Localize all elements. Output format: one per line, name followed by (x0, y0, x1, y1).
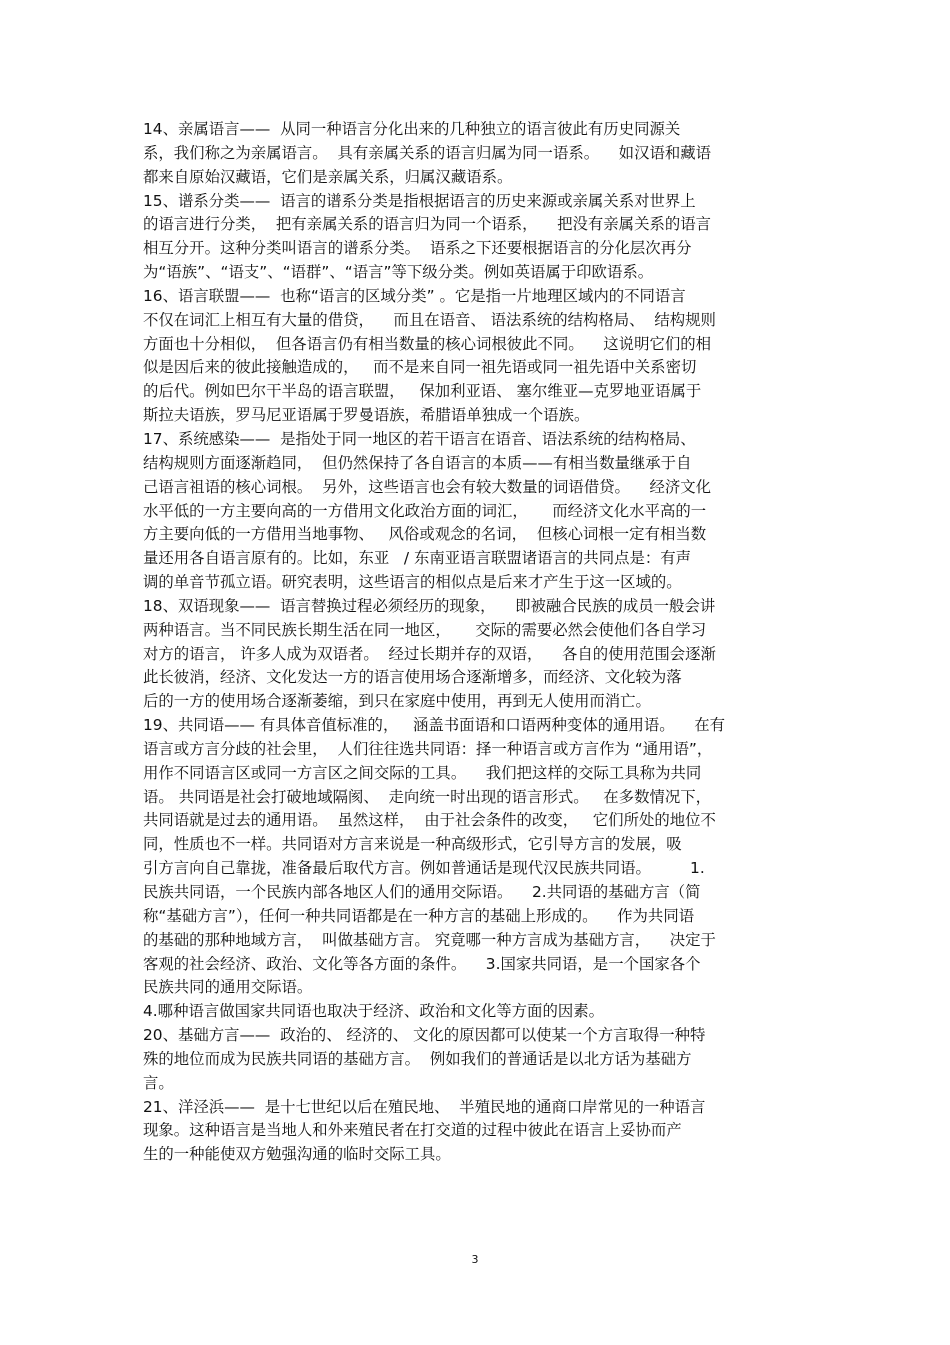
text-line: 民族共同的通用交际语。 (143, 978, 313, 997)
page-number: 3 (471, 1253, 479, 1266)
text-line: 语言或方言分歧的社会里， 人们往往选共同语：择一种语言或方言作为 “通用语”， (143, 739, 713, 758)
text-line: 15、谱系分类—— 语言的谱系分类是指根据语言的历史来源或亲属关系对世界上 (143, 191, 696, 210)
text-line: 都来自原始汉藏语，它们是亲属关系，归属汉藏语系。 (143, 167, 513, 186)
text-line: 己语言祖语的核心词根。 另外，这些语言也会有较大数量的词语借贷。 经济文化 (143, 477, 712, 496)
text-line: 4.哪种语言做国家共同语也取决于经济、政治和文化等方面的因素。 (143, 1002, 605, 1021)
text-line: 19、共同语—— 有具体音值标准的， 涵盖书面语和口语两种变体的通用语。 在有 (143, 716, 726, 735)
paragraph-15-genealogical-classification (143, 190, 815, 285)
text-line: 生的一种能使双方勉强沟通的临时交际工具。 (143, 1145, 451, 1164)
text-line: 20、基础方言—— 政治的、 经济的、 文化的原因都可以使某一个方言取得一种特 (143, 1026, 706, 1045)
text-line: 18、双语现象—— 语言替换过程必须经历的现象， 即被融合民族的成员一般会讲 (143, 596, 716, 615)
text-line: 语。 共同语是社会打破地域隔阂、 走向统一时出现的语言形式。 在多数情况下， (143, 787, 712, 806)
text-line: 共同语就是过去的通用语。 虽然这样， 由于社会条件的改变， 它们所处的地位不 (143, 811, 716, 830)
text-line: 的语言进行分类， 把有亲属关系的语言归为同一个语系， 把没有亲属关系的语言 (143, 215, 712, 234)
paragraph-19-point-4 (143, 1000, 815, 1024)
paragraph-19-common-language (143, 714, 815, 1000)
text-line: 斯拉夫语族，罗马尼亚语属于罗曼语族，希腊语单独成一个语族。 (143, 406, 590, 425)
text-line: 客观的社会经济、政治、文化等各方面的条件。 3.国家共同语，是一个国家各个 (143, 954, 701, 973)
text-line: 似是因后来的彼此接触造成的， 而不是来自同一祖先语或同一祖先语中关系密切 (143, 358, 697, 377)
text-line: 现象。这种语言是当地人和外来殖民者在打交道的过程中彼此在语言上妥协而产 (143, 1121, 682, 1140)
text-line: 21、洋泾浜—— 是十七世纪以后在殖民地、 半殖民地的通商口岸常见的一种语言 (143, 1097, 706, 1116)
text-line: 17、系统感染—— 是指处于同一地区的若干语言在语音、语法系统的结构格局、 (143, 429, 696, 448)
paragraph-17-system-contagion (143, 428, 815, 595)
text-line: 14、亲属语言—— 从同一种语言分化出来的几种独立的语言彼此有历史同源关 (143, 120, 681, 138)
text-line: 引方言向自己靠拢，准备最后取代方言。例如普通话是现代汉民族共同语。 1. (143, 859, 705, 878)
text-line: 方主要向低的一方借用当地事物、 风俗或观念的名词， 但核心词根一定有相当数 (143, 525, 707, 544)
text-line: 的后代。例如巴尔干半岛的语言联盟， 保加利亚语、 塞尔维亚—克罗地亚语属于 (143, 382, 702, 401)
text-line: 16、语言联盟—— 也称“语言的区域分类” 。它是指一片地理区域内的不同语言 (143, 286, 686, 305)
text-line: 相互分开。这种分类叫语言的谱系分类。 语系之下还要根据语言的分化层次再分 (143, 239, 692, 258)
text-line: 此长彼消，经济、文化发达一方的语言使用场合逐渐增多，而经济、文化较为落 (143, 668, 682, 687)
text-line: 系，我们称之为亲属语言。 具有亲属关系的语言归属为同一语系。 如汉语和藏语 (143, 143, 712, 162)
text-line: 言。 (143, 1073, 174, 1092)
text-line: 水平低的一方主要向高的一方借用文化政治方面的词汇， 而经济文化水平高的一 (143, 501, 707, 520)
paragraph-18-bilingualism (143, 595, 815, 714)
text-line: 民族共同语，一个民族内部各地区人们的通用交际语。 2.共同语的基础方言（简 (143, 883, 701, 901)
text-line: 调的单音节孤立语。研究表明，这些语言的相似点是后来才产生于这一区域的。 (143, 573, 682, 592)
text-line: 结构规则方面逐渐趋同， 但仍然保持了各自语言的本质——有相当数量继承于自 (143, 453, 692, 472)
text-line: 后的一方的使用场合逐渐萎缩，到只在家庭中使用，再到无人使用而消亡。 (143, 692, 651, 711)
text-line: 量还用各自语言原有的。比如，东亚 / 东南亚语言联盟诸语言的共同点是：有声 (143, 549, 692, 568)
paragraph-16-language-union (143, 285, 815, 428)
paragraph-20-base-dialect (143, 1024, 815, 1096)
paragraph-21-pidgin (143, 1096, 815, 1168)
text-line: 对方的语言， 许多人成为双语者。 经过长期并存的双语， 各自的使用范围会逐渐 (143, 644, 716, 663)
text-line: 的基础的那种地域方言， 叫做基础方言。 究竟哪一种方言成为基础方言， 决定于 (143, 930, 716, 949)
text-line: 同，性质也不一样。共同语对方言来说是一种高级形式，它引导方言的发展，吸 (143, 835, 682, 854)
text-line: 方面也十分相似， 但各语言仍有相当数量的核心词根彼此不同。 这说明它们的相 (143, 334, 712, 353)
text-line: 殊的地位而成为民族共同语的基础方言。 例如我们的普通话是以北方话为基础方 (143, 1049, 692, 1068)
text-line: 为“语族”、“语支”、“语群”、“语言”等下级分类。例如英语属于印欧语系。 (143, 263, 654, 282)
document-body (143, 118, 815, 1167)
text-line: 不仅在词汇上相互有大量的借贷， 而且在语音、 语法系统的结构格局、 结构规则 (143, 310, 716, 329)
text-line: 称“基础方言”），任何一种共同语都是在一种方言的基础上形成的。 作为共同语 (143, 906, 695, 925)
text-line: 两种语言。当不同民族长期生活在同一地区， 交际的需要必然会使他们各自学习 (143, 620, 707, 639)
text-line: 用作不同语言区或同一方言区之间交际的工具。 我们把这样的交际工具称为共同 (143, 763, 702, 782)
paragraph-14-kindred-languages (143, 118, 815, 190)
